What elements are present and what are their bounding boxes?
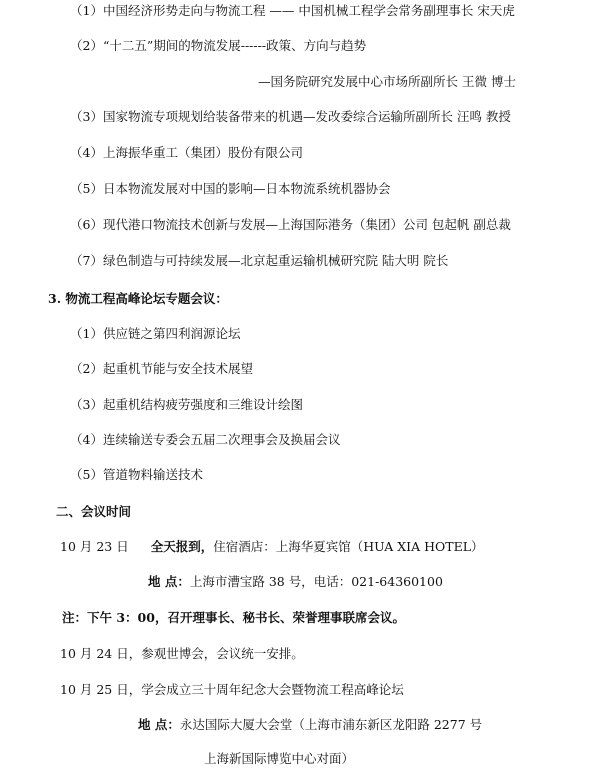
list-item xyxy=(70,108,511,126)
item-text: 连续输送专委会五届二次理事会及换届会议 xyxy=(102,432,341,447)
list-item xyxy=(70,466,203,484)
list-item xyxy=(70,396,303,414)
item-number: （2） xyxy=(70,361,103,376)
item-number: （4） xyxy=(70,432,103,447)
list-item xyxy=(70,252,448,270)
registration-label: 全天报到， xyxy=(150,539,214,554)
address-line xyxy=(148,573,443,591)
item-text: 国家物流专项规划给装备带来的机遇—发改委综合运输所副所长 汪鸣 教授 xyxy=(102,109,511,124)
item-number: （6） xyxy=(70,217,103,232)
list-item xyxy=(70,216,511,234)
item-number: （3） xyxy=(70,397,103,412)
address-line xyxy=(138,716,482,734)
item-text: —国务院研究发展中心市场所副所长 王微 博士 xyxy=(258,74,516,89)
list-item xyxy=(70,360,253,378)
address-continuation: 上海新国际博览中心对面） xyxy=(204,751,355,766)
item-number: （1） xyxy=(70,326,103,341)
list-item xyxy=(70,144,303,162)
list-item xyxy=(70,325,240,343)
item-text: 起重机结构疲劳强度和三维设计绘图 xyxy=(102,397,303,412)
address-text: 上海市漕宝路 38 号，电话：021-64360100 xyxy=(189,574,443,589)
list-item xyxy=(70,2,515,20)
address-label: 地 点： xyxy=(138,717,180,732)
item-text: 中国经济形势走向与物流工程 —— 中国机械工程学会常务副理事长 宋天虎 xyxy=(102,3,515,18)
item-text: “十二五”期间的物流发展------政策、方向与趋势 xyxy=(102,38,367,53)
list-item xyxy=(70,37,366,55)
list-item xyxy=(70,431,340,449)
item-number: （2） xyxy=(70,38,103,53)
item-text: 供应链之第四利润源论坛 xyxy=(102,326,241,341)
item-text: 管道物料输送技术 xyxy=(102,467,203,482)
schedule-oct25: 10 月 25 日，学会成立三十周年纪念大会暨物流工程高峰论坛 xyxy=(60,682,404,697)
item-number: （4） xyxy=(70,145,103,160)
item-number: （1） xyxy=(70,3,103,18)
schedule-oct24: 10 月 24 日，参观世博会，会议统一安排。 xyxy=(60,646,304,661)
date: 10 月 23 日 xyxy=(60,539,129,554)
section-heading: 3. 物流工程高峰论坛专题会议： xyxy=(48,291,228,306)
note: 注：下午 3：00，召开理事长、秘书长、荣誉理事联席会议。 xyxy=(62,610,405,625)
item-text: 起重机节能与安全技术展望 xyxy=(102,361,253,376)
section-heading: 二、会议时间 xyxy=(56,504,132,519)
item-number: （5） xyxy=(70,467,103,482)
address-label: 地 点： xyxy=(148,574,190,589)
item-text: 上海振华重工（集团）股份有限公司 xyxy=(102,145,303,160)
item-text: 现代港口物流技术创新与发展—上海国际港务（集团）公司 包起帆 副总裁 xyxy=(102,217,511,232)
item-text: 日本物流发展对中国的影响—日本物流系统机器协会 xyxy=(102,181,391,196)
list-item-continuation xyxy=(258,73,516,91)
item-number: （5） xyxy=(70,181,103,196)
item-number: （3） xyxy=(70,109,103,124)
address-text: 永达国际大厦大会堂（上海市浦东新区龙阳路 2277 号 xyxy=(179,717,483,732)
item-text: 绿色制造与可持续发展—北京起重运输机械研究院 陆大明 院长 xyxy=(102,253,449,268)
hotel-text: 住宿酒店：上海华夏宾馆（HUA XIA HOTEL） xyxy=(213,539,484,554)
schedule-oct23 xyxy=(60,538,484,556)
list-item xyxy=(70,180,390,198)
item-number: （7） xyxy=(70,253,103,268)
